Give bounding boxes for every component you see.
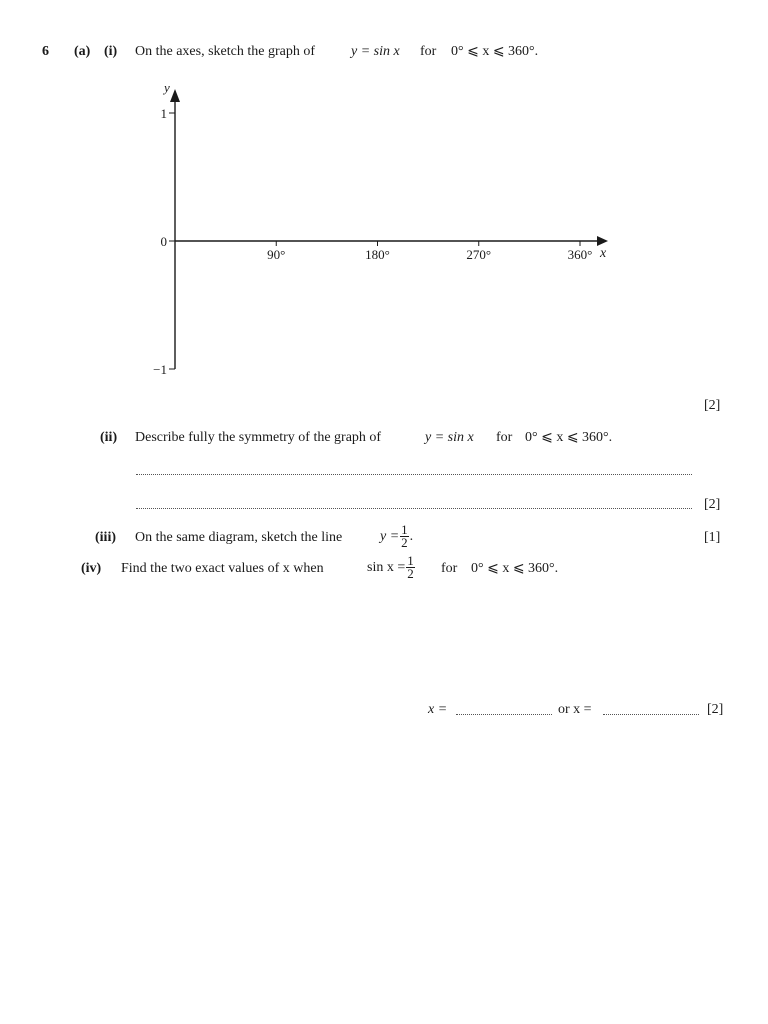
part-ii-marks: [2] xyxy=(704,497,721,512)
y-tick-label-1: 1 xyxy=(160,106,167,121)
part-iii-marks: [1] xyxy=(704,530,721,545)
part-iii-fraction xyxy=(400,524,409,549)
answer-x-label: x = xyxy=(428,702,448,717)
part-iv-equation xyxy=(367,553,416,583)
answer-x1-field[interactable] xyxy=(456,714,552,715)
x-axis-arrow xyxy=(597,236,608,246)
part-iv-marks: [2] xyxy=(707,702,724,717)
y-tick-label-0: 0 xyxy=(160,234,167,249)
part-iv-eq-prefix: sin x = xyxy=(367,560,406,575)
part-i-range: 0° ⩽ x ⩽ 360°. xyxy=(451,44,539,59)
x-tick-label-180: 180° xyxy=(365,247,390,262)
y-tick-label-neg1: −1 xyxy=(153,362,167,377)
part-ii-answer-line-2[interactable] xyxy=(136,508,692,509)
part-iv-for: for xyxy=(441,561,458,576)
part-iv-text: Find the two exact values of x when xyxy=(121,561,324,576)
part-i-equation: y = sin x xyxy=(351,44,400,59)
y-axis-arrow xyxy=(170,89,180,102)
part-iii-eq-suffix: . xyxy=(409,529,414,544)
part-iii-text: On the same diagram, sketch the line xyxy=(135,530,343,545)
part-i-text: On the axes, sketch the graph of xyxy=(135,44,315,59)
x-tick-label-90: 90° xyxy=(267,247,286,262)
part-ii-equation: y = sin x xyxy=(425,430,474,445)
y-axis-label: y xyxy=(164,80,170,95)
sine-axes-chart[interactable] xyxy=(0,0,768,400)
x-tick-label-270: 270° xyxy=(466,247,492,262)
chart-labels xyxy=(153,80,607,377)
part-a-label: (a) xyxy=(74,44,91,59)
part-iv-range: 0° ⩽ x ⩽ 360°. xyxy=(471,561,559,576)
answer-x2-field[interactable] xyxy=(603,714,699,715)
part-iv-label: (iv) xyxy=(81,561,102,576)
part-iii-eq-prefix: y = xyxy=(380,529,400,544)
part-ii-label: (ii) xyxy=(100,430,118,445)
part-i-label: (i) xyxy=(104,44,118,59)
part-ii-answer-line-1[interactable] xyxy=(136,474,692,475)
part-iv-frac-num: 1 xyxy=(407,553,414,569)
part-iii-frac-num: 1 xyxy=(401,522,408,538)
part-iii-frac-den: 2 xyxy=(401,535,408,551)
x-tick-label-360: 360° xyxy=(567,247,593,262)
part-iii-label: (iii) xyxy=(95,530,116,545)
part-ii-for: for xyxy=(496,430,513,445)
x-axis-label: x xyxy=(600,246,607,261)
answer-or-label: or x = xyxy=(558,702,592,717)
question-number: 6 xyxy=(42,44,49,59)
chart-axes xyxy=(170,89,608,369)
part-i-for: for xyxy=(420,44,437,59)
part-iv-frac-den: 2 xyxy=(407,566,414,582)
part-i-marks: [2] xyxy=(704,398,721,413)
part-ii-text: Describe fully the symmetry of the graph of xyxy=(135,430,382,445)
part-iv-fraction xyxy=(406,555,415,580)
part-iii-equation xyxy=(380,522,413,552)
part-ii-range: 0° ⩽ x ⩽ 360°. xyxy=(525,430,613,445)
